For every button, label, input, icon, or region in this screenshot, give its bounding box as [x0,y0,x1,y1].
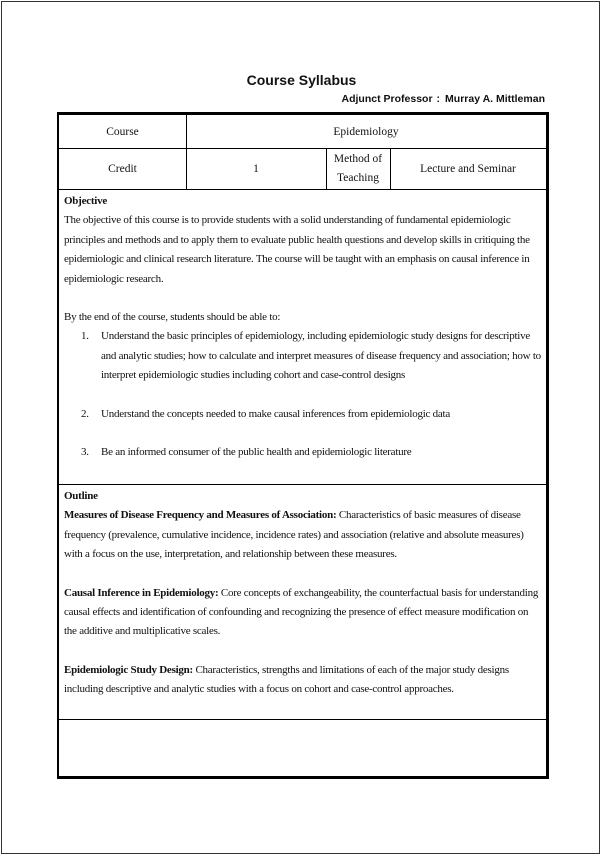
list-item-number: 1. [81,330,89,343]
list-item-number: 2. [81,407,89,420]
column-divider [186,115,187,190]
outline-item-title: Causal Inference in Epidemiology: [64,586,219,599]
outline-item-title: Epidemiologic Study Design: [64,663,193,676]
outline-item [64,584,542,642]
outline-item [64,661,542,700]
column-divider [326,149,327,190]
syllabus-table [57,112,549,779]
list-item [64,405,542,424]
column-divider [390,149,391,190]
method-label-cell [326,149,390,189]
objective-heading: Objective [64,195,107,207]
credit-label: Credit [108,163,137,175]
list-item-text: Understand the basic principles of epidemiology, including epidemiologic study designs for descriptive and analytic studies; how to calculate and interpret measures of disease frequency and association; how to interpret epidemiologic studies including cohort and case-control designs [101,330,541,382]
credit-label-cell [59,149,186,189]
credit-value-cell [186,149,326,189]
objective-lead: By the end of the course, students should be able to: [64,311,281,324]
method-value: Lecture and Seminar [420,163,516,175]
method-label-line1: Method of [333,153,383,165]
outline-item-text: Characteristics of basic measures of disease frequency (prevalence, cumulative incidence, incidence rates) and association (relative and absolute measures) with a focus on the use, interpretation, and relationship between these measures. [64,509,524,561]
method-value-cell [390,149,546,189]
objective-list [64,327,542,462]
outline-heading: Outline [64,490,98,502]
list-item-text: Understand the concepts needed to make causal inferences from epidemiologic data [101,407,450,420]
outline-item [64,506,542,564]
method-label-line2: Teaching [337,172,379,184]
professor-line [342,93,545,105]
page-title: Course Syllabus [246,72,357,88]
objective-intro: The objective of this course is to provide students with a solid understanding of fundamental epidemiologic principles and methods and to apply them to evaluate public health questions and develop skills in critiquing the epidemiologic and clinical research literature. The course will be taught with an emphasis on causal inference in epidemiologic research. [64,214,530,285]
course-label: Course [106,126,139,138]
professor-name: Murray A. Mittleman [445,93,545,105]
section-divider [59,484,546,485]
list-item-number: 3. [81,446,89,459]
objective-section [64,192,542,462]
row-divider [59,189,546,190]
professor-separator: : [436,93,441,105]
outline-item-text: Core concepts of exchangeability, the counterfactual basis for understanding causal effects and identification of confounding and recognizing the presence of effect measure modification on the additive and multiplicative scales. [64,586,539,638]
list-item [64,327,542,385]
section-divider [59,719,546,720]
list-item [64,443,542,462]
course-label-cell [59,115,186,149]
list-item-text: Be an informed consumer of the public health and epidemiologic literature [101,446,412,459]
outline-item-title: Measures of Disease Frequency and Measures of Association: [64,509,337,522]
course-value: Epidemiology [333,126,399,138]
outline-item-text: Characteristics, strengths and limitations of each of the major study designs including descriptive and analytic studies with a focus on cohort and case-control approaches. [64,663,509,696]
course-value-cell [186,115,546,149]
credit-value: 1 [253,163,259,175]
outline-section [64,487,542,719]
professor-role: Adjunct Professor [341,93,433,105]
